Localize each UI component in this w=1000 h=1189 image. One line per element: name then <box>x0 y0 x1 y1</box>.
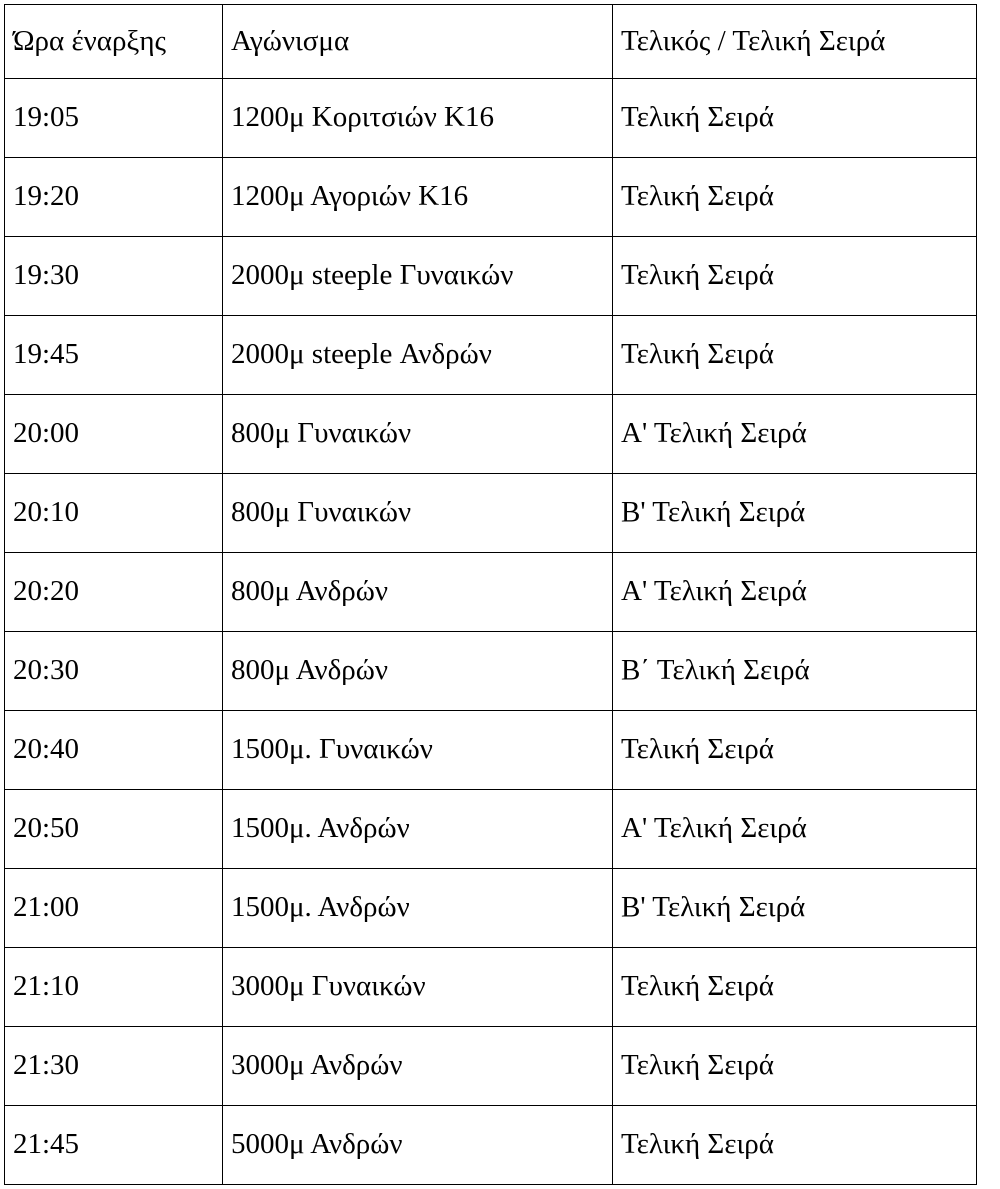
cell-time: 21:10 <box>5 948 223 1027</box>
cell-time: 20:50 <box>5 790 223 869</box>
table-row <box>5 948 977 1027</box>
column-header-round: Τελικός / Τελική Σειρά <box>613 5 977 79</box>
cell-event: 1500μ. Ανδρών <box>223 790 613 869</box>
cell-round: Β' Τελική Σειρά <box>613 869 977 948</box>
cell-time: 20:10 <box>5 474 223 553</box>
table-row <box>5 158 977 237</box>
cell-event: 2000μ steeple Ανδρών <box>223 316 613 395</box>
cell-time: 21:45 <box>5 1106 223 1185</box>
cell-round: Τελική Σειρά <box>613 1106 977 1185</box>
cell-round: Τελική Σειρά <box>613 711 977 790</box>
table-row <box>5 474 977 553</box>
cell-time: 19:20 <box>5 158 223 237</box>
table-row <box>5 869 977 948</box>
cell-time: 19:05 <box>5 79 223 158</box>
table-row <box>5 790 977 869</box>
cell-round: Τελική Σειρά <box>613 316 977 395</box>
table-row <box>5 553 977 632</box>
cell-round: Τελική Σειρά <box>613 1027 977 1106</box>
cell-round: Τελική Σειρά <box>613 237 977 316</box>
cell-time: 20:30 <box>5 632 223 711</box>
cell-time: 21:30 <box>5 1027 223 1106</box>
table-row <box>5 395 977 474</box>
cell-event: 5000μ Ανδρών <box>223 1106 613 1185</box>
cell-event: 800μ Ανδρών <box>223 553 613 632</box>
cell-round: Α' Τελική Σειρά <box>613 790 977 869</box>
cell-event: 3000μ Γυναικών <box>223 948 613 1027</box>
cell-time: 19:30 <box>5 237 223 316</box>
cell-event: 1500μ. Γυναικών <box>223 711 613 790</box>
cell-round: Τελική Σειρά <box>613 948 977 1027</box>
table-row <box>5 1027 977 1106</box>
cell-event: 2000μ steeple Γυναικών <box>223 237 613 316</box>
cell-event: 1200μ Κοριτσιών Κ16 <box>223 79 613 158</box>
table-row <box>5 1106 977 1185</box>
table-body <box>5 79 977 1185</box>
cell-time: 21:00 <box>5 869 223 948</box>
cell-round: Α' Τελική Σειρά <box>613 553 977 632</box>
table-row <box>5 711 977 790</box>
cell-event: 3000μ Ανδρών <box>223 1027 613 1106</box>
cell-event: 1200μ Αγοριών Κ16 <box>223 158 613 237</box>
table-header-row <box>5 5 977 79</box>
cell-time: 20:00 <box>5 395 223 474</box>
table-row <box>5 316 977 395</box>
cell-time: 19:45 <box>5 316 223 395</box>
cell-event: 800μ Γυναικών <box>223 474 613 553</box>
table-header <box>5 5 977 79</box>
column-header-time: Ώρα έναρξης <box>5 5 223 79</box>
cell-event: 800μ Ανδρών <box>223 632 613 711</box>
table-row <box>5 632 977 711</box>
cell-event: 1500μ. Ανδρών <box>223 869 613 948</box>
cell-round: Τελική Σειρά <box>613 158 977 237</box>
cell-round: Β' Τελική Σειρά <box>613 474 977 553</box>
cell-time: 20:20 <box>5 553 223 632</box>
cell-round: Α' Τελική Σειρά <box>613 395 977 474</box>
column-header-event: Αγώνισμα <box>223 5 613 79</box>
cell-event: 800μ Γυναικών <box>223 395 613 474</box>
table-row <box>5 79 977 158</box>
cell-round: Τελική Σειρά <box>613 79 977 158</box>
cell-time: 20:40 <box>5 711 223 790</box>
cell-round: Β΄ Τελική Σειρά <box>613 632 977 711</box>
table-row <box>5 237 977 316</box>
event-schedule-table <box>4 4 977 1185</box>
